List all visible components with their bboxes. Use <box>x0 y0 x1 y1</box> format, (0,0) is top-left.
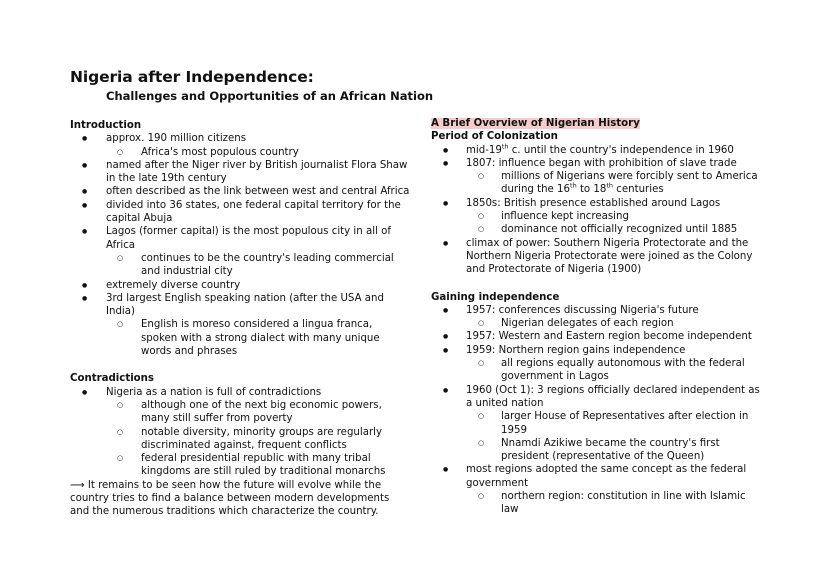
sub-list-item: ○ notable diversity, minority groups are regularly discriminated against, frequent conflicts <box>70 426 410 453</box>
history-heading-highlight: A Brief Overview of Nigerian History <box>431 118 640 129</box>
sub-list-item: ○ federal presidential republic with many tribal kingdoms are still ruled by traditional monarchs <box>70 452 410 479</box>
list-item: ● mid-19th c. until the country's independence in 1960 <box>431 144 761 157</box>
sub-list-item: ○ Africa's most populous country <box>70 146 410 159</box>
sub-list-item: ○ Nigerian delegates of each region <box>431 317 761 330</box>
sub-list-item: ○ dominance not officially recognized until 1885 <box>431 223 761 236</box>
sub-list-item: ○ larger House of Representatives after election in 1959 <box>431 410 761 437</box>
list-item: ● 3rd largest English speaking nation (after the USA and India) <box>70 292 410 319</box>
conclusion-text: ⟶ It remains to be seen how the future will evolve while the country tries to find a balance between modern developments and the numerous traditions which characterize the country. <box>70 479 390 518</box>
list-item: ● Nigeria as a nation is full of contradictions <box>70 386 410 399</box>
sub-list-item: ○ continues to be the country's leading commercial and industrial city <box>70 252 410 279</box>
document-title: Nigeria after Independence: <box>70 68 314 86</box>
independence-heading: Gaining independence <box>431 291 560 303</box>
list-item: ● 1959: Northern region gains independence <box>431 344 761 357</box>
sub-list-item: ○ influence kept increasing <box>431 210 761 223</box>
list-item: ● 1960 (Oct 1): 3 regions officially declared independent as a united nation <box>431 384 761 411</box>
list-item: ● 1957: conferences discussing Nigeria's future <box>431 304 761 317</box>
colonization-list <box>431 144 761 277</box>
independence-list <box>431 304 761 517</box>
right-column <box>431 117 761 517</box>
list-item: ● often described as the link between west and central Africa <box>70 185 410 198</box>
list-item: ● divided into 36 states, one federal capital territory for the capital Abuja <box>70 199 410 226</box>
contradictions-list <box>70 386 410 479</box>
sub-list-item: ○ although one of the next big economic powers, many still suffer from poverty <box>70 399 410 426</box>
sub-list-item: ○ English is moreso considered a lingua franca, spoken with a strong dialect with many unique words and phrases <box>70 318 410 358</box>
introduction-heading: Introduction <box>70 120 142 131</box>
list-item: ● 1957: Western and Eastern region become independent <box>431 330 761 343</box>
left-column <box>70 119 410 519</box>
history-heading <box>431 117 761 130</box>
list-item: ● 1807: influence began with prohibition of slave trade <box>431 157 761 170</box>
sub-list-item: ○ northern region: constitution in line with Islamic law <box>431 490 761 517</box>
sub-list-item: ○ all regions equally autonomous with the federal government in Lagos <box>431 357 761 384</box>
list-item: ● climax of power: Southern Nigeria Protectorate and the Northern Nigeria Protectorate were joined as the Colony and Protectorate of Nigeria (1900) <box>431 237 761 277</box>
sub-list-item: ○ millions of Nigerians were forcibly sent to America during the 16th to 18th centuries <box>431 170 761 197</box>
list-item: ● extremely diverse country <box>70 279 410 292</box>
list-item: ● Lagos (former capital) is the most populous city in all of Africa <box>70 225 410 252</box>
colonization-heading: Period of Colonization <box>431 131 558 143</box>
list-item: ● 1850s: British presence established around Lagos <box>431 197 761 210</box>
list-item: ● named after the Niger river by British journalist Flora Shaw in the late 19th century <box>70 159 410 186</box>
introduction-list <box>70 132 410 358</box>
sub-list-item: ○ Nnamdi Azikiwe became the country's first president (representative of the Queen) <box>431 437 761 464</box>
document-subtitle: Challenges and Opportunities of an African Nation <box>106 89 434 103</box>
contradictions-heading: Contradictions <box>70 373 154 385</box>
list-item: ● most regions adopted the same concept as the federal government <box>431 463 761 490</box>
list-item: ● approx. 190 million citizens <box>70 132 410 145</box>
